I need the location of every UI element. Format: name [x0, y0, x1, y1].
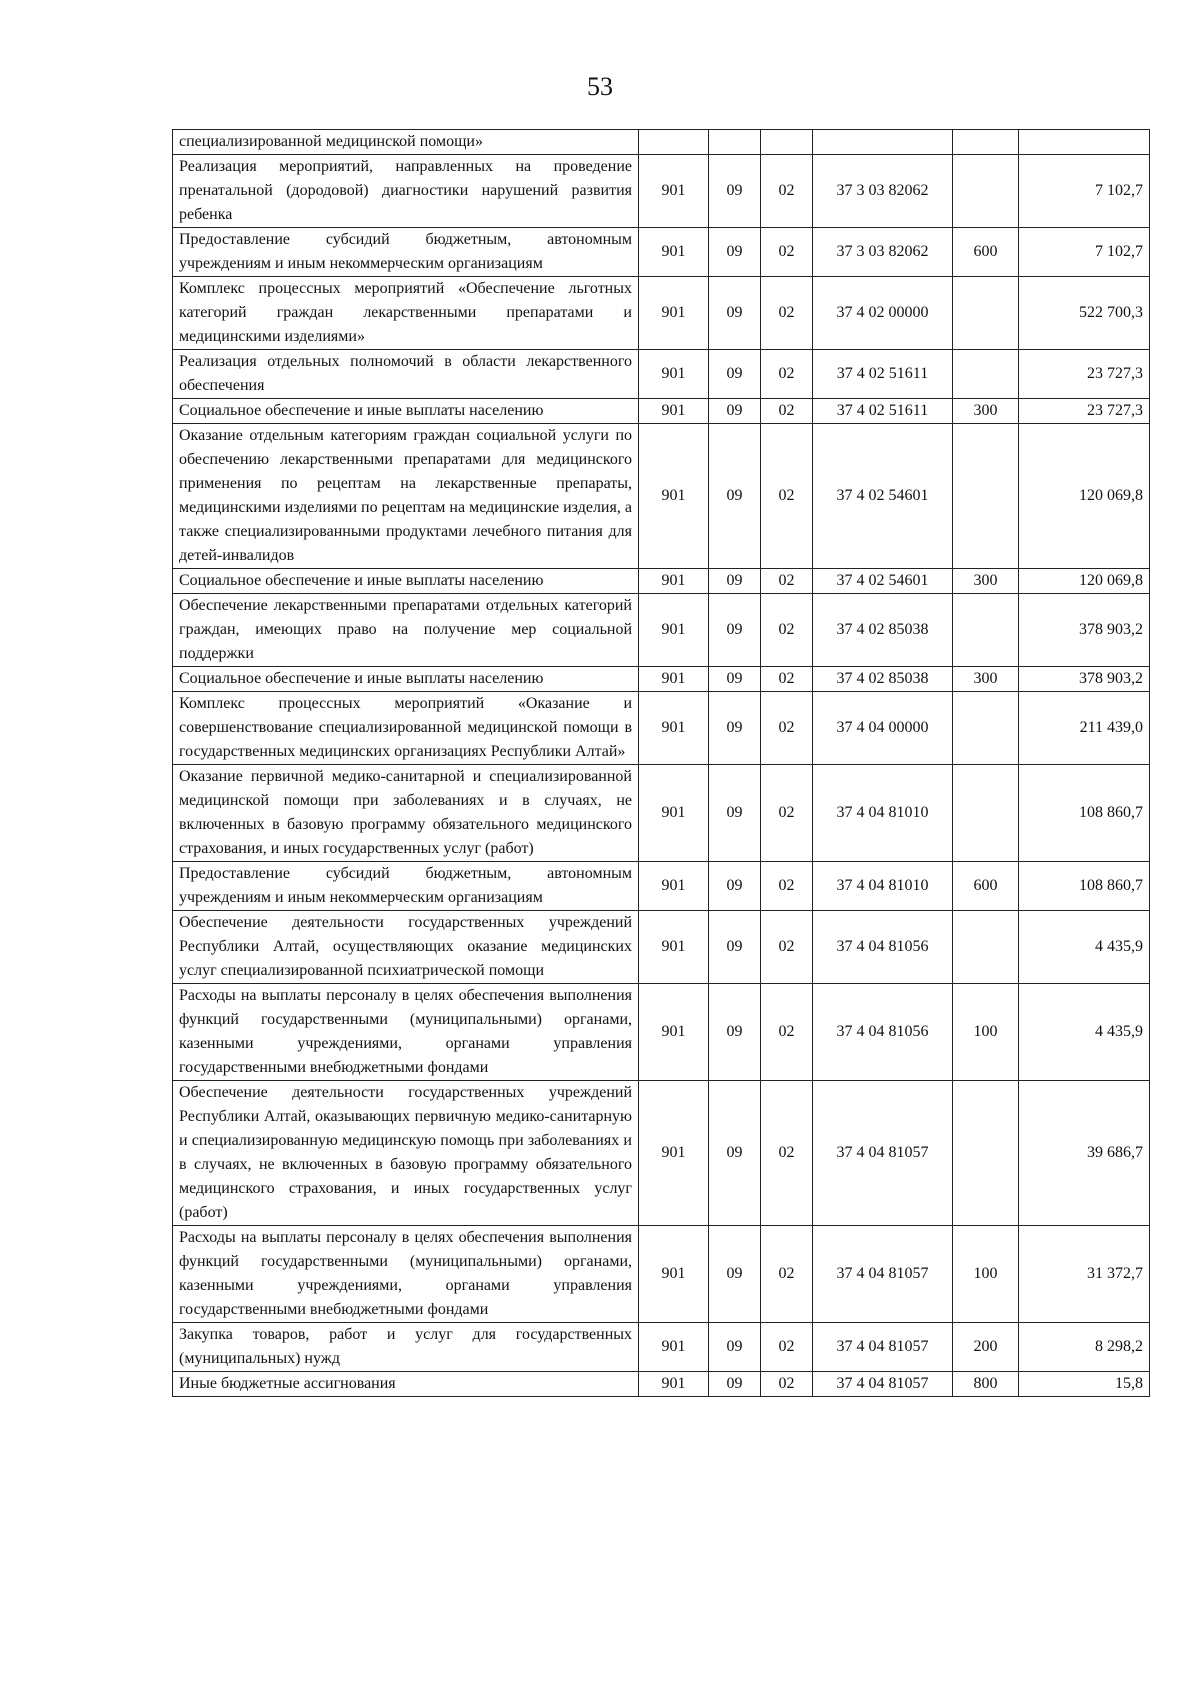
subsection-code-cell: 02: [761, 424, 813, 569]
amount-cell: 378 903,2: [1019, 594, 1150, 667]
row-name-cell: Оказание отдельным категориям граждан социальной услуги по обеспечению лекарственными препаратами для медицинского применения по рецептам на лекарственные препараты, медицинскими изделиями по рецептам на медицинские изделия, а также специализированными продуктами лечебного питания для детей-инвалидов: [173, 424, 639, 569]
subsection-code-cell: 02: [761, 277, 813, 350]
row-name-cell: Иные бюджетные ассигнования: [173, 1372, 639, 1397]
section-code-cell: 09: [709, 228, 761, 277]
amount-cell: 23 727,3: [1019, 399, 1150, 424]
expense-type-cell: [953, 692, 1019, 765]
target-article-cell: 37 4 04 81057: [813, 1372, 953, 1397]
row-name-cell: Социальное обеспечение и иные выплаты населению: [173, 667, 639, 692]
target-article-cell: 37 4 02 54601: [813, 569, 953, 594]
table-row: [173, 155, 1150, 228]
subsection-code-cell: 02: [761, 228, 813, 277]
target-article-cell: [813, 130, 953, 155]
target-article-cell: 37 4 02 51611: [813, 399, 953, 424]
subsection-code-cell: 02: [761, 1226, 813, 1323]
expense-type-cell: 300: [953, 569, 1019, 594]
section-code-cell: 09: [709, 1081, 761, 1226]
expense-type-cell: [953, 350, 1019, 399]
amount-cell: 4 435,9: [1019, 984, 1150, 1081]
admin-code-cell: 901: [639, 862, 709, 911]
amount-cell: 7 102,7: [1019, 155, 1150, 228]
admin-code-cell: 901: [639, 1226, 709, 1323]
amount-cell: 8 298,2: [1019, 1323, 1150, 1372]
admin-code-cell: 901: [639, 765, 709, 862]
section-code-cell: 09: [709, 1372, 761, 1397]
admin-code-cell: 901: [639, 1372, 709, 1397]
table-row: [173, 424, 1150, 569]
admin-code-cell: 901: [639, 594, 709, 667]
table-row: [173, 911, 1150, 984]
row-name-cell: Обеспечение лекарственными препаратами отдельных категорий граждан, имеющих право на получение мер социальной поддержки: [173, 594, 639, 667]
amount-cell: 23 727,3: [1019, 350, 1150, 399]
table-row: [173, 399, 1150, 424]
subsection-code-cell: [761, 130, 813, 155]
row-name-cell: Комплекс процессных мероприятий «Оказание и совершенствование специализированной медицинской помощи в государственных медицинских организациях Республики Алтай»: [173, 692, 639, 765]
amount-cell: 31 372,7: [1019, 1226, 1150, 1323]
target-article-cell: 37 4 02 85038: [813, 594, 953, 667]
subsection-code-cell: 02: [761, 911, 813, 984]
row-name-cell: Расходы на выплаты персоналу в целях обеспечения выполнения функций государственными (муниципальными) органами, казенными учреждениями, органами управления государственными внебюджетными фондами: [173, 1226, 639, 1323]
amount-cell: 211 439,0: [1019, 692, 1150, 765]
admin-code-cell: 901: [639, 155, 709, 228]
subsection-code-cell: 02: [761, 1081, 813, 1226]
admin-code-cell: 901: [639, 399, 709, 424]
target-article-cell: 37 3 03 82062: [813, 228, 953, 277]
amount-cell: [1019, 130, 1150, 155]
subsection-code-cell: 02: [761, 350, 813, 399]
subsection-code-cell: 02: [761, 155, 813, 228]
admin-code-cell: 901: [639, 692, 709, 765]
target-article-cell: 37 4 02 00000: [813, 277, 953, 350]
subsection-code-cell: 02: [761, 569, 813, 594]
section-code-cell: 09: [709, 277, 761, 350]
expense-type-cell: [953, 765, 1019, 862]
target-article-cell: 37 4 04 81057: [813, 1081, 953, 1226]
amount-cell: 108 860,7: [1019, 862, 1150, 911]
table-row: [173, 765, 1150, 862]
section-code-cell: 09: [709, 984, 761, 1081]
admin-code-cell: 901: [639, 424, 709, 569]
expense-type-cell: 800: [953, 1372, 1019, 1397]
target-article-cell: 37 4 04 00000: [813, 692, 953, 765]
subsection-code-cell: 02: [761, 692, 813, 765]
section-code-cell: 09: [709, 765, 761, 862]
expense-type-cell: 600: [953, 862, 1019, 911]
expense-type-cell: [953, 155, 1019, 228]
target-article-cell: 37 4 02 85038: [813, 667, 953, 692]
admin-code-cell: 901: [639, 1081, 709, 1226]
section-code-cell: 09: [709, 350, 761, 399]
page-number: 53: [587, 72, 613, 101]
subsection-code-cell: 02: [761, 984, 813, 1081]
row-name-cell: Социальное обеспечение и иные выплаты населению: [173, 399, 639, 424]
subsection-code-cell: 02: [761, 1372, 813, 1397]
target-article-cell: 37 4 02 54601: [813, 424, 953, 569]
row-name-cell: Обеспечение деятельности государственных учреждений Республики Алтай, осуществляющих оказание медицинских услуг специализированной психиатрической помощи: [173, 911, 639, 984]
amount-cell: 4 435,9: [1019, 911, 1150, 984]
table-row: [173, 130, 1150, 155]
target-article-cell: 37 4 04 81056: [813, 984, 953, 1081]
budget-table: [172, 129, 1150, 1397]
target-article-cell: 37 4 04 81057: [813, 1226, 953, 1323]
section-code-cell: 09: [709, 594, 761, 667]
expense-type-cell: 300: [953, 399, 1019, 424]
admin-code-cell: 901: [639, 228, 709, 277]
section-code-cell: 09: [709, 1226, 761, 1323]
row-name-cell: Социальное обеспечение и иные выплаты населению: [173, 569, 639, 594]
row-name-cell: Закупка товаров, работ и услуг для государственных (муниципальных) нужд: [173, 1323, 639, 1372]
section-code-cell: 09: [709, 424, 761, 569]
table-row: [173, 1323, 1150, 1372]
expense-type-cell: 600: [953, 228, 1019, 277]
section-code-cell: 09: [709, 569, 761, 594]
table-row: [173, 277, 1150, 350]
expense-type-cell: [953, 277, 1019, 350]
table-row: [173, 569, 1150, 594]
section-code-cell: [709, 130, 761, 155]
expense-type-cell: 100: [953, 1226, 1019, 1323]
amount-cell: 378 903,2: [1019, 667, 1150, 692]
section-code-cell: 09: [709, 692, 761, 765]
row-name-cell: Комплекс процессных мероприятий «Обеспечение льготных категорий граждан лекарственными препаратами и медицинскими изделиями»: [173, 277, 639, 350]
row-name-cell: Реализация отдельных полномочий в области лекарственного обеспечения: [173, 350, 639, 399]
section-code-cell: 09: [709, 862, 761, 911]
section-code-cell: 09: [709, 911, 761, 984]
section-code-cell: 09: [709, 667, 761, 692]
table-row: [173, 1372, 1150, 1397]
expense-type-cell: [953, 594, 1019, 667]
row-name-cell: Предоставление субсидий бюджетным, автономным учреждениям и иным некоммерческим организациям: [173, 862, 639, 911]
expense-type-cell: 200: [953, 1323, 1019, 1372]
table-row: [173, 692, 1150, 765]
subsection-code-cell: 02: [761, 862, 813, 911]
section-code-cell: 09: [709, 1323, 761, 1372]
row-name-cell: специализированной медицинской помощи»: [173, 130, 639, 155]
amount-cell: 15,8: [1019, 1372, 1150, 1397]
subsection-code-cell: 02: [761, 765, 813, 862]
admin-code-cell: 901: [639, 984, 709, 1081]
admin-code-cell: 901: [639, 1323, 709, 1372]
subsection-code-cell: 02: [761, 594, 813, 667]
target-article-cell: 37 4 04 81057: [813, 1323, 953, 1372]
table-row: [173, 984, 1150, 1081]
target-article-cell: 37 4 02 51611: [813, 350, 953, 399]
subsection-code-cell: 02: [761, 1323, 813, 1372]
amount-cell: 120 069,8: [1019, 424, 1150, 569]
amount-cell: 120 069,8: [1019, 569, 1150, 594]
expense-type-cell: [953, 424, 1019, 569]
subsection-code-cell: 02: [761, 667, 813, 692]
admin-code-cell: 901: [639, 569, 709, 594]
target-article-cell: 37 4 04 81056: [813, 911, 953, 984]
target-article-cell: 37 4 04 81010: [813, 862, 953, 911]
admin-code-cell: 901: [639, 667, 709, 692]
admin-code-cell: 901: [639, 277, 709, 350]
admin-code-cell: [639, 130, 709, 155]
target-article-cell: 37 3 03 82062: [813, 155, 953, 228]
amount-cell: 39 686,7: [1019, 1081, 1150, 1226]
table-row: [173, 1226, 1150, 1323]
expense-type-cell: [953, 911, 1019, 984]
expense-type-cell: 100: [953, 984, 1019, 1081]
row-name-cell: Оказание первичной медико-санитарной и специализированной медицинской помощи при заболеваниях и в случаях, не включенных в базовую программу обязательного медицинского страхования, и иных государственных услуг (работ): [173, 765, 639, 862]
row-name-cell: Предоставление субсидий бюджетным, автономным учреждениям и иным некоммерческим организациям: [173, 228, 639, 277]
expense-type-cell: 300: [953, 667, 1019, 692]
amount-cell: 108 860,7: [1019, 765, 1150, 862]
admin-code-cell: 901: [639, 350, 709, 399]
table-row: [173, 228, 1150, 277]
row-name-cell: Реализация мероприятий, направленных на проведение пренатальной (дородовой) диагностики нарушений развития ребенка: [173, 155, 639, 228]
row-name-cell: Обеспечение деятельности государственных учреждений Республики Алтай, оказывающих первичную медико-санитарную и специализированную медицинскую помощь при заболеваниях и в случаях, не включенных в базовую программу обязательного медицинского страхования, и иных государственных услуг (работ): [173, 1081, 639, 1226]
subsection-code-cell: 02: [761, 399, 813, 424]
table-row: [173, 667, 1150, 692]
amount-cell: 522 700,3: [1019, 277, 1150, 350]
section-code-cell: 09: [709, 399, 761, 424]
table-row: [173, 350, 1150, 399]
budget-table-body: [173, 130, 1150, 1397]
table-row: [173, 862, 1150, 911]
row-name-cell: Расходы на выплаты персоналу в целях обеспечения выполнения функций государственными (муниципальными) органами, казенными учреждениями, органами управления государственными внебюджетными фондами: [173, 984, 639, 1081]
table-row: [173, 594, 1150, 667]
target-article-cell: 37 4 04 81010: [813, 765, 953, 862]
table-row: [173, 1081, 1150, 1226]
expense-type-cell: [953, 1081, 1019, 1226]
admin-code-cell: 901: [639, 911, 709, 984]
expense-type-cell: [953, 130, 1019, 155]
section-code-cell: 09: [709, 155, 761, 228]
amount-cell: 7 102,7: [1019, 228, 1150, 277]
